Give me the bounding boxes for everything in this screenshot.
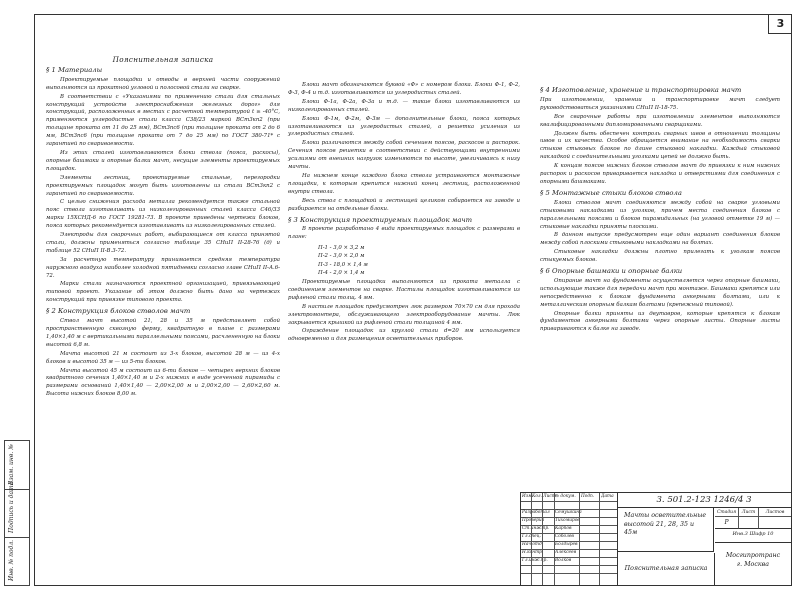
list-item: П-4 - 2,0 × 1,4 м <box>318 269 365 276</box>
page-title: Пояснительная записка <box>112 55 214 64</box>
stage-value: Р <box>715 517 739 529</box>
paragraph: Марки стали назначаются проектной организацией, привязывающей типовой проект. Указание об этом должно быть дано на чертежах конструкций при привязке типового проекта. <box>46 281 280 304</box>
table-row: Н.контр. Алексеев <box>521 549 617 558</box>
sheets-value <box>759 517 791 529</box>
margin-strip <box>4 440 30 586</box>
document-code: 3. 501.2-123 1246/4 3 <box>617 493 791 508</box>
sheet-header: Лист <box>739 508 759 517</box>
paragraph: В настиле площадок предусмотрен люк размером 70×70 см для прохода электромонтера, обслуживающего электрооборудование мачты. Люк закрывается крышкой из рифленой стали толщиной 4 мм. <box>288 303 520 326</box>
paragraph: Проектируемые площадки и отводы в верхней части сооружений выполняются из прокатной угловой и полосовой стали на сварке. <box>46 76 280 91</box>
sheets-header: Листов <box>759 508 791 517</box>
table-row: Проверил Тихомиров <box>521 517 617 526</box>
sheet-number: 3 <box>768 14 792 34</box>
title-block <box>520 492 792 586</box>
paragraph: Ствол мачт высотой 21, 28 и 35 м представляет собой пространственную сквозную ферму, квадратную в плане с размерами 1,40×1,40 м с вертикальными параллельными поясами, расчлененную на блоки высотой 6,8 м. <box>46 318 280 348</box>
paragraph: При изготовлении, хранении и транспортировке мачт следует руководствоваться указаниями СНиП II-18-75. <box>540 96 780 111</box>
paragraph: Должен быть обеспечен контроль сварных швов в отношении толщины швов и их качества. Особое обращается внимание на необходимость сварки стыков стыковых блоков по длине стыковой накладки. Каждый стыковой накладкой с соединительными уголками цепей не должно быть. <box>540 130 780 161</box>
margin-label-replace: Взам. инв. № <box>8 444 15 485</box>
paragraph: Блоки стволов мачт соединяются между собой на сварке угловыми стыковыми накладками из уголков, причем места соединения блоков с параллельными поясами и блоков пирамидальных (на угловой отметке 19 м) — стыковые накладки приняты плоскими. <box>540 199 780 230</box>
org-name: Мосгипротранс <box>725 552 781 559</box>
paragraph: Мачта высотой 21 м состоит из 3-х блоков, высотой 28 м — из 4-х блоков и высотой 35 м — из 5-ти блоков. <box>46 350 280 365</box>
paragraph: Проектируемые площадки выполняются из проката металла с соединением элементов на сварке. Настилы площадок изготавливаются из рифленой стали толщ. 4 мм. <box>288 279 520 301</box>
table-row: Гл.инж.пр. Волков <box>521 557 617 566</box>
col-header: Лист <box>543 494 556 499</box>
margin-label-inv: Инв. № подл. <box>8 539 15 581</box>
paragraph: Ограждение площадок из круглой стали d=20 мм используется одновременно и для размещения осветительных приборов. <box>288 328 520 343</box>
table-row: Гл.спец. Соболев <box>521 533 617 542</box>
paragraph: Из этих сталей изготавливаются блоки ствола (пояса, раскосы), опорные башмаки и опорные балки мачт, несущие элементы проектируемых площадок. <box>46 149 280 172</box>
text-column-3 <box>540 84 780 335</box>
paragraph: Блоки Ф-1м, Ф-2м, Ф-3м — дополнительные блоки, пояса которых изготавливаются из углеродистых сталей, а решетка усиления из углеродистых сталей. <box>288 115 520 138</box>
inventory-stamp: Инв.3 Шифр 10 <box>732 531 774 537</box>
paragraph: Все сварочные работы при изготовлении элементов выполняются квалифицированными дипломированными сварщиками. <box>540 113 780 128</box>
col-header: Подп. <box>581 494 595 499</box>
section-heading-2: § 2 Конструкция блоков стволов мачт <box>46 307 191 316</box>
paragraph: Блоки мачт обозначаются буквой «Ф» с номером блока. Блоки Ф-1, Ф-2, Ф-3, Ф-4 и т.д. изготавливаются из углеродистых сталей. <box>288 82 520 96</box>
drawing-title <box>618 508 714 552</box>
paragraph: Мачта высотой 45 м состоит из 6-ти блоков — четырех верхних блоков квадратного сечения 1,40×1,40 м и 2-х нижних в виде усеченной пирамиды с размерами оснований 1,40×1,40 — 2,00×2,00 м и 2,00×2,00 — 2,60×2,60 м. Высота нижних блоков 8,00 м. <box>46 367 280 398</box>
margin-label-sign: Подпись и дата <box>8 481 15 533</box>
paragraph: Опирание мачт на фундаменты осуществляется через опорные башмаки, использующие также для передачи мачт при монтаже. Башмаки крепятся или непосредственно к блокам фундамента анкерными болтами, или к металлическим опорным балкам болтами (крепежный типовой). <box>540 277 780 308</box>
section-heading-6: § 6 Опорные башмаки и опорные балки <box>540 267 683 276</box>
paragraph: Электроды для сварочных работ, выбирающиеся от класса принятой стали, должны применяться согласно таблице 35 СНиП II-28-76 (д) и таблице 52 СНиП II-В.3-72. <box>46 232 280 254</box>
paragraph: Блоки Ф-1а, Ф-2а, Ф-3а и т.д. — такие блоки изготавливаются из низколегированных сталей. <box>288 98 520 113</box>
org-city: г. Москва <box>736 561 770 568</box>
platform-list <box>318 244 520 277</box>
col-header: Изм. <box>522 494 534 499</box>
stage-header: Стадия <box>715 508 739 517</box>
section-heading-1: § 1 Материалы <box>46 65 103 74</box>
col-header: № докум. <box>555 494 576 499</box>
list-item: П-2 - 3,0 × 2,0 м <box>318 253 365 260</box>
paragraph: На нижнем конце каждого блока ствола устраиваются монтажные площадки, к которым крепится нижний конец лестниц, расположенной внутри ствола. <box>288 172 520 195</box>
col-header: Дата <box>601 494 614 499</box>
table-row: Нач.отд. Болдырев <box>521 541 617 550</box>
paragraph: С целью снижения расхода металла рекомендуется также стальной пояс ствола изготавливать из низколегированных сталей класса С46/33 марки 15ХСНД-6 по ГОСТ 19281-73. В проекте приведены чертежи блоков, пояса которых рекомендуется изготавливать из низколегированных сталей. <box>46 199 280 230</box>
title-line: Мачты осветительные <box>624 512 707 519</box>
section-heading-5: § 5 Монтажные стыки блоков ствола <box>540 188 682 197</box>
paragraph: В соответствии с «Указаниями по применению стали для стальных конструкций устройств электроснабжения железных дорог» для конструкций, расположенных в местах с расчетной температурой t ≥ -40°С, применяются углеродистые стали класса С38/23 маркой ВСт3кп2 (при толщине проката от 11 до 25 мм), ВСт3пс6 (при толщине проката от 2 до 6 мм, ВСт3пс6 (при толщине проката от 7 до 25 мм) по ГОСТ 380-71* с гарантией по свариваемости. <box>46 93 280 148</box>
organization <box>715 542 791 569</box>
section-heading-4: § 4 Изготовление, хранение и транспортировка мачт <box>540 86 742 94</box>
list-item: П-1 - 3,0 × 3,2 м <box>318 245 365 252</box>
paragraph: За расчетную температуру принимается средняя температура наружного воздуха наиболее холодной пятидневки согласно главе СНиП II-А.6-72. <box>46 256 280 279</box>
list-item: П-3 - 18,0 × 1,4 м <box>318 261 368 268</box>
paragraph: Стыковые накладки должны плотно прилегать к уголкам поясов стыкуемых блоков. <box>540 249 780 264</box>
paragraph: В данном выпуске предусмотрен еще один вариант соединения блоков между собой плоскими стыковыми накладками на болтах. <box>540 232 780 247</box>
col-header: Кол. <box>532 494 543 499</box>
table-row: Ст.инж.пр. Карпов <box>521 525 617 534</box>
paragraph: Опорные балки приняты из двутавров, которые крепятся к блокам фундаментов анкерными болтами через опорные листы. Опорные листы привариваются к балке на заводе. <box>540 310 780 333</box>
section-heading-3: § 3 Конструкция проектируемых площадок мачт <box>288 215 473 224</box>
paragraph: Весь ствол с площадкой и лестницей целиком собирается на заводе и разбирается на отдельные блоки. <box>288 197 520 212</box>
text-column-2 <box>288 82 520 345</box>
paragraph: К концам поясов нижних блоков стволов мачт до привязки к ним нижних распорок и раскосов приваривается накладка и отверстиями для соединения с опорными башмаками. <box>540 163 780 185</box>
table-row: Разработал Семушкина <box>521 509 617 518</box>
paragraph: В проекте разработано 4 вида проектируемых площадок с размерами в плане: <box>288 226 520 241</box>
paragraph: Элементы лестниц, проектируемые стальные, перегородки проектируемых площадок могут быть изготовлены из стали ВСт3кп2 с гарантией по свариваемости. <box>46 174 280 197</box>
document-name: Пояснительная записка <box>618 553 715 585</box>
title-line: высотой 21, 28, 35 и 45м <box>624 520 695 536</box>
signature-grid <box>521 493 618 585</box>
paragraph: Блоки различаются между собой сечением поясов, раскосов и распорок. Сечения поясов решетки в соответствии с действующими внутренними усилиями от внешних нагрузок изменяются по высоте, увеличиваясь к низу мачты. <box>288 140 520 171</box>
text-column-1 <box>46 56 280 400</box>
sheet-value <box>739 517 759 529</box>
stage-block <box>715 508 791 585</box>
